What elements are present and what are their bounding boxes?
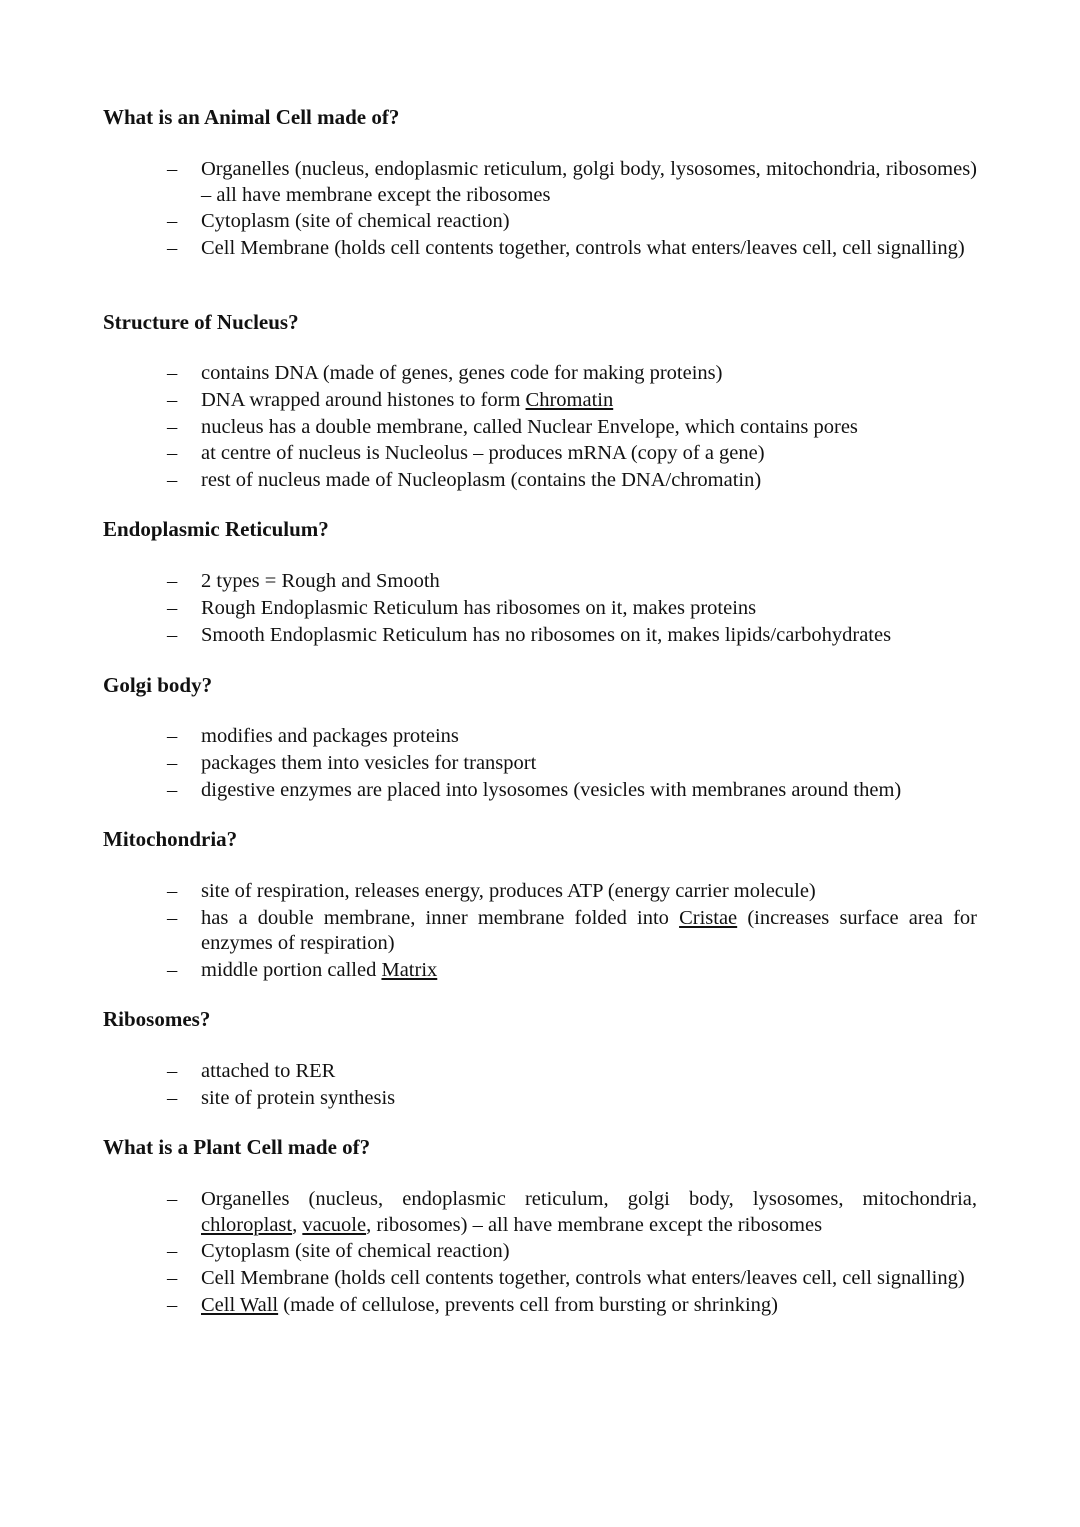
bullet-dash: – xyxy=(167,1188,178,1210)
bullet-dash: – xyxy=(167,442,178,465)
list-item xyxy=(0,906,977,957)
list-item xyxy=(0,441,977,467)
list-item xyxy=(0,1266,977,1292)
list-item xyxy=(0,468,977,494)
list-item-text xyxy=(201,779,901,801)
bullet-dash: – xyxy=(167,959,178,982)
list-item-text xyxy=(201,1267,965,1289)
bullet-list xyxy=(0,1187,1080,1320)
bullet-dash: – xyxy=(167,415,178,438)
text-run: Organelles (nucleus, endoplasmic reticulum, golgi body, lysosomes, mitochondria, ribosomes) – all have membrane except the ribosomes xyxy=(201,158,977,206)
text-run: site of respiration, releases energy, produces ATP (energy carrier molecule) xyxy=(201,880,816,902)
underlined-term: Matrix xyxy=(381,959,438,982)
text-run: (increases surface area for enzymes of respiration) xyxy=(201,906,977,955)
list-item xyxy=(0,361,977,387)
section-heading: Ribosomes? xyxy=(103,1007,211,1031)
text-run: nucleus has a double membrane, called Nuclear Envelope, which contains pores xyxy=(201,415,858,438)
text-run: Cell Membrane (holds cell contents together, controls what enters/leaves cell, cell signalling) xyxy=(201,1267,965,1290)
text-run: rest of nucleus made of Nucleoplasm (contains the DNA/chromatin) xyxy=(201,469,762,492)
text-run: middle portion called xyxy=(201,959,382,982)
list-item-text xyxy=(201,570,440,592)
list-item-text xyxy=(201,597,756,619)
section-heading: Mitochondria? xyxy=(103,827,238,851)
list-item xyxy=(0,236,977,262)
underlined-term: Chromatin xyxy=(525,388,614,411)
text-run: Cell Membrane (holds cell contents together, controls what enters/leaves cell, cell signalling) xyxy=(201,237,965,260)
list-item-text xyxy=(201,237,965,259)
bullet-dash: – xyxy=(167,1267,178,1290)
section-heading: What is an Animal Cell made of? xyxy=(103,105,400,129)
bullet-dash: – xyxy=(167,1293,178,1316)
bullet-list xyxy=(0,724,1080,804)
bullet-dash: – xyxy=(167,570,178,592)
section-heading: Structure of Nucleus? xyxy=(103,310,299,334)
list-item-text xyxy=(201,880,816,902)
underlined-term: chloroplast xyxy=(201,1213,293,1236)
list-item-text xyxy=(201,442,765,464)
text-run: at centre of nucleus is Nucleolus – produces mRNA (copy of a gene) xyxy=(201,442,765,465)
list-item xyxy=(0,388,977,414)
list-item-text xyxy=(201,725,459,747)
list-item xyxy=(0,157,977,208)
text-run: Cytoplasm (site of chemical reaction) xyxy=(201,1240,510,1263)
list-item xyxy=(0,1239,977,1265)
list-item xyxy=(0,778,977,804)
bullet-dash: – xyxy=(167,1240,178,1263)
bullet-dash: – xyxy=(167,906,178,929)
list-item xyxy=(0,1086,977,1112)
bullet-list xyxy=(0,157,1080,263)
bullet-dash: – xyxy=(167,388,178,411)
bullet-list xyxy=(0,569,1080,649)
list-item-text xyxy=(201,1294,778,1316)
list-item-text xyxy=(201,389,613,411)
bullet-list xyxy=(0,879,1080,985)
list-item xyxy=(0,1293,977,1319)
bullet-dash: – xyxy=(167,210,178,233)
list-item-text xyxy=(201,469,761,491)
bullet-list xyxy=(0,361,1080,495)
text-run: , ribosomes) – all have membrane except the ribosomes xyxy=(366,1213,823,1236)
underlined-term: vacuole xyxy=(302,1213,367,1236)
text-run: Organelles (nucleus, endoplasmic reticulum, golgi body, lysosomes, mitochondria, xyxy=(201,1188,977,1210)
list-item-text xyxy=(201,907,977,955)
bullet-dash: – xyxy=(167,1060,178,1082)
text-run: Smooth Endoplasmic Reticulum has no ribosomes on it, makes lipids/carbohydrates xyxy=(201,623,892,646)
list-item-text xyxy=(201,752,536,774)
text-run: has a double membrane, inner membrane folded into xyxy=(201,906,680,929)
text-run: modifies and packages proteins xyxy=(201,725,459,747)
text-run: attached to RER xyxy=(201,1060,336,1082)
list-item xyxy=(0,958,977,984)
list-item xyxy=(0,596,977,622)
list-item-text xyxy=(201,1060,335,1082)
list-item-text xyxy=(201,158,977,206)
text-run: (made of cellulose, prevents cell from bursting or shrinking) xyxy=(278,1293,778,1316)
list-item-text xyxy=(201,416,858,438)
list-item-text xyxy=(201,959,437,981)
bullet-dash: – xyxy=(167,158,178,180)
list-item-text xyxy=(201,1087,395,1109)
bullet-dash: – xyxy=(167,1086,178,1109)
bullet-dash: – xyxy=(167,469,178,492)
underlined-term: Cristae xyxy=(679,906,738,929)
section-heading: Endoplasmic Reticulum? xyxy=(103,517,329,541)
bullet-dash: – xyxy=(167,778,178,801)
list-item xyxy=(0,751,977,777)
list-item-text xyxy=(201,624,891,646)
list-item xyxy=(0,1059,977,1085)
text-run: Rough Endoplasmic Reticulum has ribosomes on it, makes proteins xyxy=(201,596,757,619)
bullet-dash: – xyxy=(167,237,178,260)
list-item xyxy=(0,879,977,905)
text-run: contains DNA (made of genes, genes code for making proteins) xyxy=(201,362,723,384)
list-item-text xyxy=(201,1188,977,1236)
section-heading: Golgi body? xyxy=(103,673,213,697)
section-heading: What is a Plant Cell made of? xyxy=(103,1135,371,1159)
bullet-dash: – xyxy=(167,880,178,902)
bullet-dash: – xyxy=(167,596,178,619)
text-run: digestive enzymes are placed into lysosomes (vesicles with membranes around them) xyxy=(201,778,902,801)
underlined-term: Cell Wall xyxy=(201,1293,279,1316)
list-item xyxy=(0,724,977,750)
text-run: 2 types = Rough and Smooth xyxy=(201,570,440,592)
text-run: packages them into vesicles for transport xyxy=(201,751,537,774)
list-item xyxy=(0,1187,977,1238)
list-item xyxy=(0,415,977,441)
bullet-dash: – xyxy=(167,362,178,384)
list-item xyxy=(0,209,977,235)
bullet-dash: – xyxy=(167,725,178,747)
text-run: DNA wrapped around histones to form xyxy=(201,388,526,411)
bullet-dash: – xyxy=(167,623,178,646)
list-item xyxy=(0,623,977,649)
bullet-list xyxy=(0,1059,1080,1113)
text-run: Cytoplasm (site of chemical reaction) xyxy=(201,210,510,233)
bullet-dash: – xyxy=(167,751,178,774)
list-item-text xyxy=(201,362,722,384)
list-item xyxy=(0,569,977,595)
text-run: , xyxy=(292,1213,303,1236)
text-run: site of protein synthesis xyxy=(201,1086,396,1109)
list-item-text xyxy=(201,210,510,232)
list-item-text xyxy=(201,1240,510,1262)
